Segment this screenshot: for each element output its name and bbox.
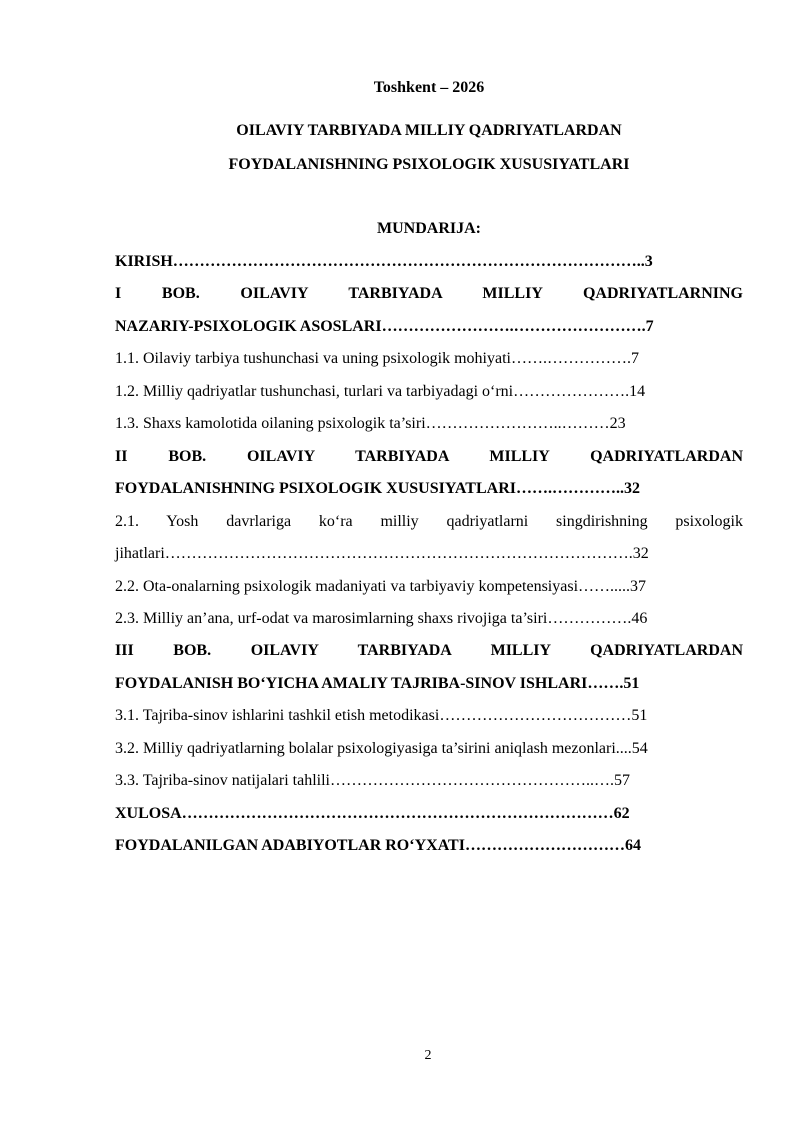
toc-entry-3-3: 3.3. Tajriba-sinov natijalari tahlili…………………………………………..….57: [115, 772, 630, 789]
toc-entry-chapter-3-line-1: III BOB. OILAVIY TARBIYADA MILLIY QADRIYATLARDAN: [115, 642, 743, 659]
page-number: 2: [424, 1048, 432, 1063]
city-year: Toshkent – 2026: [373, 79, 485, 96]
toc-entry-chapter-1-line-2: NAZARIY-PSIXOLOGIK ASOSLARI…………………….…………………….7: [115, 318, 654, 335]
toc-entry-2-3: 2.3. Milliy an’ana, urf-odat va marosimlarning shaxs rivojiga ta’siri…………….46: [115, 610, 648, 627]
toc-entry-chapter-3-line-2: FOYDALANISH BO‘YICHA AMALIY TAJRIBA-SINOV ISHLARI…….51: [115, 675, 640, 692]
toc-entry-1-3: 1.3. Shaxs kamolotida oilaning psixologik ta’siri……………………..………23: [115, 415, 626, 432]
toc-entry-chapter-2-line-2: FOYDALANISHNING PSIXOLOGIK XUSUSIYATLARI…….…………..32: [115, 480, 640, 497]
toc-heading: MUNDARIJA:: [377, 220, 481, 237]
toc-entry-conclusion: XULOSA………………………………………………………………………62: [115, 805, 630, 822]
toc-entry-chapter-2-line-1: II BOB. OILAVIY TARBIYADA MILLIY QADRIYATLARDAN: [115, 448, 743, 465]
document-title-line-1: OILAVIY TARBIYADA MILLIY QADRIYATLARDAN: [236, 122, 622, 139]
toc-entry-references: FOYDALANILGAN ADABIYOTLAR RO‘YXATI…………………………64: [115, 837, 641, 854]
toc-entry-2-1-line-1: 2.1. Yosh davrlariga ko‘ra milliy qadriyatlarni singdirishning psixologik: [115, 513, 743, 530]
toc-entry-2-1-line-2: jihatlari…………………………………………………………………………….32: [115, 545, 649, 562]
toc-entry-3-2: 3.2. Milliy qadriyatlarning bolalar psixologiyasiga ta’sirini aniqlash mezonlari....54: [115, 740, 648, 757]
toc-entry-3-1: 3.1. Tajriba-sinov ishlarini tashkil etish metodikasi………………………………51: [115, 707, 648, 724]
toc-entry-chapter-1-line-1: I BOB. OILAVIY TARBIYADA MILLIY QADRIYATLARNING: [115, 285, 743, 302]
toc-entry-1-1: 1.1. Oilaviy tarbiya tushunchasi va uning psixologik mohiyati…….…………….7: [115, 350, 639, 367]
document-title-line-2: FOYDALANISHNING PSIXOLOGIK XUSUSIYATLARI: [228, 156, 630, 173]
toc-entry-1-2: 1.2. Milliy qadriyatlar tushunchasi, turlari va tarbiyadagi o‘rni………………….14: [115, 383, 646, 400]
toc-entry-introduction: KIRISH……………………………………………………………………………..3: [115, 253, 653, 270]
toc-entry-2-2: 2.2. Ota-onalarning psixologik madaniyati va tarbiyaviy kompetensiyasi…….....37: [115, 578, 647, 595]
